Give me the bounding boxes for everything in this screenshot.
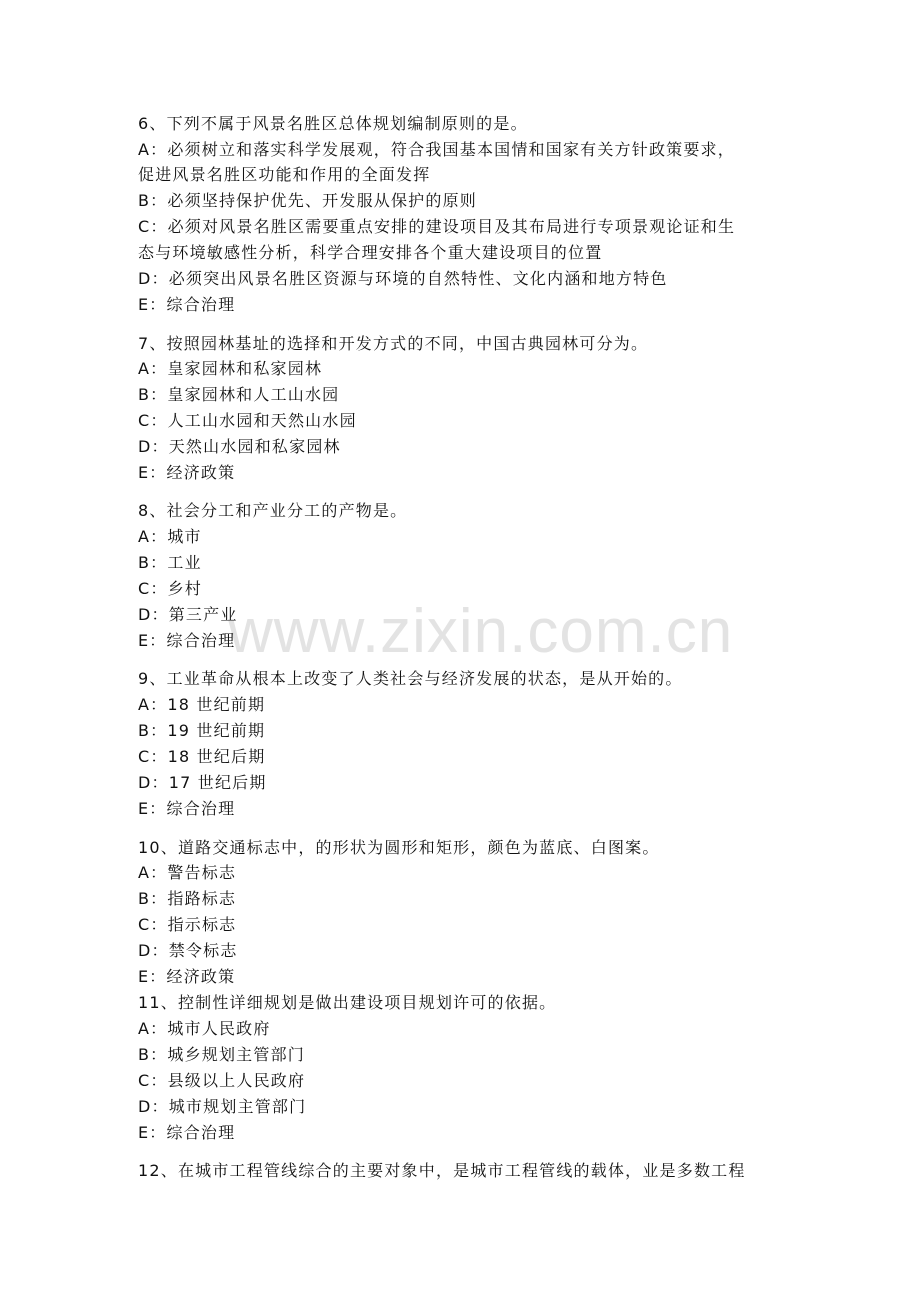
question-9-option-b: B：19 世纪前期 xyxy=(138,721,266,740)
question-6-option-d: D：必须突出风景名胜区资源与环境的自然特性、文化内涵和地方特色 xyxy=(138,269,668,288)
question-6-option-a-continued: 促进风景名胜区功能和作用的全面发挥 xyxy=(138,165,431,184)
question-10-option-b: B：指路标志 xyxy=(138,889,237,908)
question-9-option-e: E：综合治理 xyxy=(138,799,236,818)
question-8-option-e: E：综合治理 xyxy=(138,631,236,650)
question-11-option-b: B：城乡规划主管部门 xyxy=(138,1045,305,1064)
question-8-option-c: C：乡村 xyxy=(138,579,202,598)
watermark: www.zixin.com.cn xyxy=(228,597,734,666)
question-11-option-d: D：城市规划主管部门 xyxy=(138,1097,307,1116)
question-12-stem: 12、在城市工程管线综合的主要对象中，是城市工程管线的载体，业是多数工程 xyxy=(138,1161,746,1180)
question-6-option-e: E：综合治理 xyxy=(138,295,236,314)
question-7-option-d: D：天然山水园和私家园林 xyxy=(138,437,341,456)
question-7-option-e: E：经济政策 xyxy=(138,463,236,482)
question-8-option-d: D：第三产业 xyxy=(138,605,238,624)
question-10-stem: 10、道路交通标志中，的形状为圆形和矩形，颜色为蓝底、白图案。 xyxy=(138,838,660,857)
question-9-option-a: A：18 世纪前期 xyxy=(138,695,266,714)
question-9-option-d: D：17 世纪后期 xyxy=(138,773,267,792)
question-8-stem: 8、社会分工和产业分工的产物是。 xyxy=(138,501,408,520)
question-6-stem: 6、下列不属于风景名胜区总体规划编制原则的是。 xyxy=(138,114,528,133)
question-7-option-a: A：皇家园林和私家园林 xyxy=(138,359,323,378)
question-6-option-c: C：必须对风景名胜区需要重点安排的建设项目及其布局进行专项景观论证和生 xyxy=(138,217,736,236)
question-8-option-b: B：工业 xyxy=(138,553,202,572)
question-9-option-c: C：18 世纪后期 xyxy=(138,747,266,766)
question-8-option-a: A：城市 xyxy=(138,527,202,546)
question-6-option-a: A：必须树立和落实科学发展观，符合我国基本国情和国家有关方针政策要求， xyxy=(138,140,735,159)
question-11-option-e: E：综合治理 xyxy=(138,1123,236,1142)
question-7-option-c: C：人工山水园和天然山水园 xyxy=(138,411,357,430)
question-9-stem: 9、工业革命从根本上改变了人类社会与经济发展的状态，是从开始的。 xyxy=(138,669,683,688)
question-10-option-e: E：经济政策 xyxy=(138,967,236,986)
question-10-option-c: C：指示标志 xyxy=(138,915,237,934)
question-10-option-d: D：禁令标志 xyxy=(138,941,238,960)
question-10-option-a: A：警告标志 xyxy=(138,863,237,882)
question-6-option-c-continued: 态与环境敏感性分析，科学合理安排各个重大建设项目的位置 xyxy=(138,243,603,262)
question-11-option-c: C：县级以上人民政府 xyxy=(138,1071,306,1090)
question-7-option-b: B：皇家园林和人工山水园 xyxy=(138,385,340,404)
question-7-stem: 7、按照园林基址的选择和开发方式的不同，中国古典园林可分为。 xyxy=(138,334,649,353)
question-6-option-b: B：必须坚持保护优先、开发服从保护的原则 xyxy=(138,191,477,210)
question-11-option-a: A：城市人民政府 xyxy=(138,1019,271,1038)
question-11-stem: 11、控制性详细规划是做出建设项目规划许可的依据。 xyxy=(138,993,557,1012)
